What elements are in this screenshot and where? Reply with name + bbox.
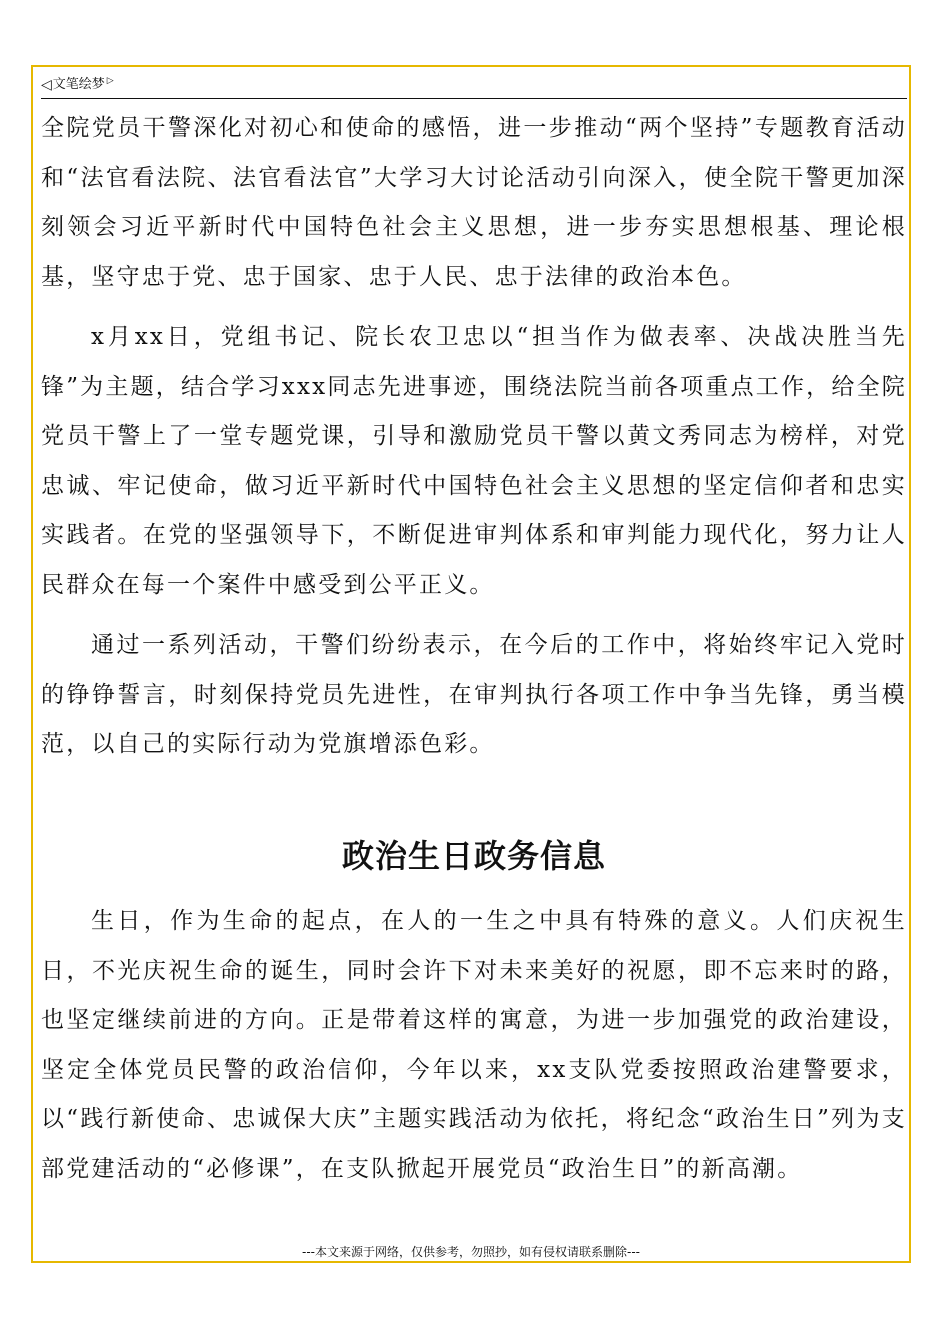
paragraph-3: 通过一系列活动，干警们纷纷表示，在今后的工作中，将始终牢记入党时的铮铮誓言，时刻保持党员先进性，在审判执行各项工作中争当先锋，勇当模范，以自己的实际行动为党旗增添色彩。: [41, 632, 907, 757]
footer-notice: ---本文来源于网络，仅供参考，勿照抄，如有侵权请联系删除---: [302, 1245, 640, 1259]
section-2-body: [41, 897, 907, 1194]
triangle-right-icon: ▷: [106, 76, 114, 86]
paragraph-2: x月xx日，党组书记、院长农卫忠以“担当作为做表率、决战决胜当先锋”为主题，结合学习xxx同志先进事迹，围绕法院当前各项重点工作，给全院党员干警上了一堂专题党课，引导和激励党员干警以黄文秀同志为榜样，对党忠诚、牢记使命，做习近平新时代中国特色社会主义思想的坚定信仰者和忠实实践者。在党的坚强领导下，不断促进审判体系和审判能力现代化，努力让人民群众在每一个案件中感受到公平正义。: [41, 324, 907, 598]
page-header: [41, 72, 907, 99]
section-title: 政治生日政务信息: [341, 837, 606, 875]
section-1-body: [41, 104, 907, 770]
triangle-left-icon: ◁: [41, 77, 52, 93]
paragraph-4: 生日，作为生命的起点，在人的一生之中具有特殊的意义。人们庆祝生日，不光庆祝生命的诞生，同时会许下对未来美好的祝愿，即不忘来时的路，也坚定继续前进的方向。正是带着这样的寓意，为进一步加强党的政治建设，坚定全体党员民警的政治信仰，今年以来，xx支队党委按照政治建警要求，以“践行新使命、忠诚保大庆”主题实践活动为依托，将纪念“政治生日”列为支部党建活动的“必修课”，在支队掀起开展党员“政治生日”的新高潮。: [41, 908, 907, 1182]
brand-name: 文笔绘梦: [52, 77, 105, 92]
paragraph-1: 全院党员干警深化对初心和使命的感悟，进一步推动“两个坚持”专题教育活动和“法官看法院、法官看法官”大学习大讨论活动引向深入，使全院干警更加深刻领会习近平新时代中国特色社会主义思想，进一步夯实思想根基、理论根基，坚守忠于党、忠于国家、忠于人民、忠于法律的政治本色。: [41, 115, 907, 290]
